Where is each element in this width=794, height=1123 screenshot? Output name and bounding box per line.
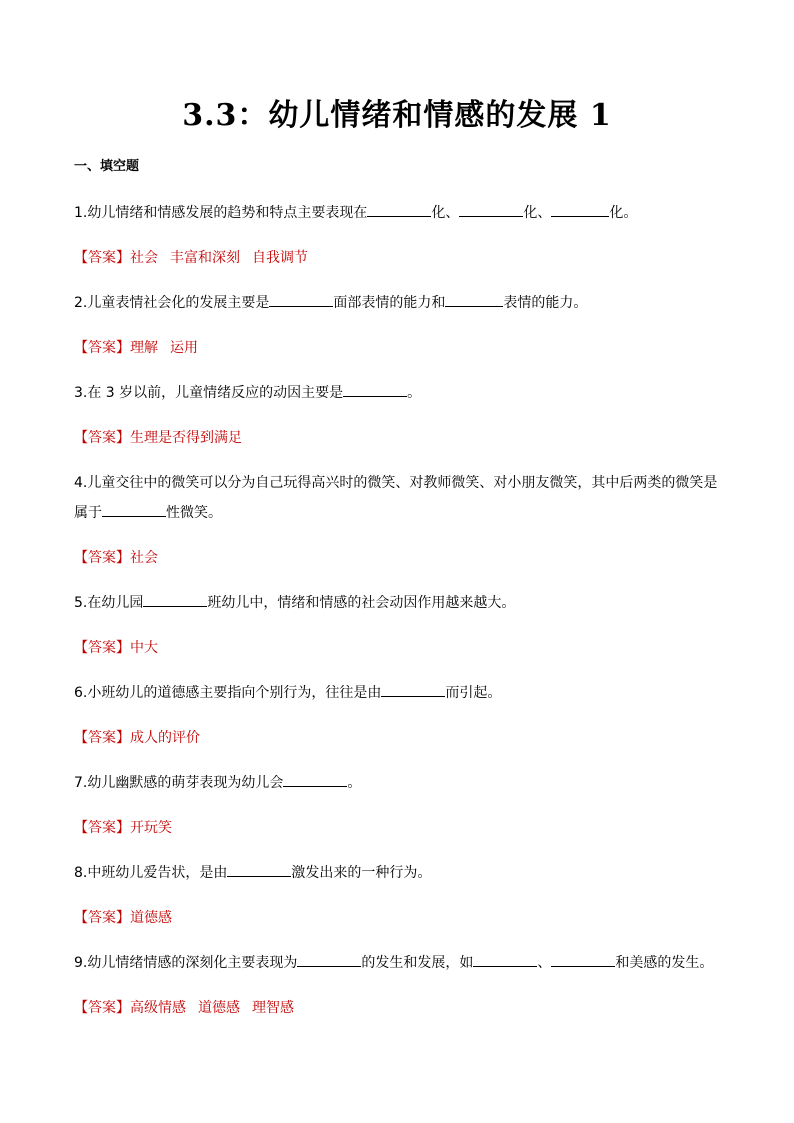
blank: [445, 292, 503, 307]
question-text: 8.中班幼儿爱告状，是由: [74, 865, 228, 881]
answer-item: 成人的评价: [130, 730, 200, 746]
question-text: 9.幼儿情绪情感的深刻化主要表现为: [74, 955, 298, 971]
answer-label: 【答案】: [74, 250, 130, 266]
question-9: [74, 948, 724, 978]
answer-item: 高级情感: [130, 1000, 186, 1016]
answer-label: 【答案】: [74, 730, 130, 746]
answer-item: 道德感: [198, 1000, 240, 1016]
question-text: 5.在幼儿园: [74, 595, 144, 611]
blank: [459, 202, 523, 217]
blank: [102, 502, 166, 517]
blank: [143, 592, 207, 607]
answer-4: [74, 543, 724, 573]
answer-item: 理解: [130, 340, 158, 356]
answer-item: 理智感: [252, 1000, 294, 1016]
question-text: 性微笑。: [166, 505, 222, 521]
page-title: 3.3：幼儿情绪和情感的发展 1: [182, 98, 612, 133]
answer-3: [74, 423, 724, 453]
answer-label: 【答案】: [74, 910, 130, 926]
question-text: 化、: [523, 205, 552, 221]
question-4: [74, 468, 724, 528]
blank: [297, 952, 361, 967]
question-text: 表情的能力。: [503, 295, 588, 311]
answer-7: [74, 813, 724, 843]
blank: [283, 772, 347, 787]
question-text: 和美感的发生。: [615, 955, 714, 971]
answer-item: 自我调节: [252, 250, 308, 266]
question-text: 激发出来的一种行为。: [291, 865, 432, 881]
answer-item: 道德感: [130, 910, 172, 926]
question-list: [74, 198, 724, 1038]
question-text: 班幼儿中，情绪和情感的社会动因作用越来越大。: [207, 595, 516, 611]
blank: [473, 952, 537, 967]
question-text: 的发生和发展，如: [361, 955, 474, 971]
blank: [269, 292, 333, 307]
answer-label: 【答案】: [74, 550, 130, 566]
question-5: [74, 588, 724, 618]
question-8: [74, 858, 724, 888]
question-2: [74, 288, 724, 318]
answer-8: [74, 903, 724, 933]
question-text: 。: [407, 385, 422, 401]
answer-2: [74, 333, 724, 363]
answer-item: 社会: [130, 250, 158, 266]
answer-item: 运用: [170, 340, 198, 356]
answer-item: 中大: [130, 640, 158, 656]
question-text: 属于: [74, 505, 102, 521]
question-text: 化、: [431, 205, 460, 221]
question-3: [74, 378, 724, 408]
answer-label: 【答案】: [74, 340, 130, 356]
question-text: 面部表情的能力和: [333, 295, 446, 311]
answer-item: 生理是否得到满足: [130, 430, 242, 446]
answer-6: [74, 723, 724, 753]
answer-label: 【答案】: [74, 1000, 130, 1016]
blank: [367, 202, 431, 217]
question-text: 、: [537, 955, 552, 971]
answer-label: 【答案】: [74, 820, 130, 836]
question-text: 而引起。: [445, 685, 502, 701]
answer-9: [74, 993, 724, 1023]
question-text: 1.幼儿情绪和情感发展的趋势和特点主要表现在: [74, 205, 368, 221]
question-text: 。: [347, 775, 362, 791]
answer-1: [74, 243, 724, 273]
question-text: 6.小班幼儿的道德感主要指向个别行为，往往是由: [74, 685, 382, 701]
question-text: 4.儿童交往中的微笑可以分为自己玩得高兴时的微笑、对教师微笑、对小朋友微笑，其中后两类的微笑是: [74, 475, 718, 491]
question-7: [74, 768, 724, 798]
section-heading: 一、填空题: [74, 159, 140, 174]
question-text: 7.幼儿幽默感的萌芽表现为幼儿会: [74, 775, 284, 791]
blank: [381, 682, 445, 697]
answer-item: 开玩笑: [130, 820, 172, 836]
answer-label: 【答案】: [74, 640, 130, 656]
answer-5: [74, 633, 724, 663]
question-text: 化。: [609, 205, 638, 221]
question-1: [74, 198, 724, 228]
blank: [551, 202, 609, 217]
blank: [227, 862, 291, 877]
answer-label: 【答案】: [74, 430, 130, 446]
blank: [551, 952, 615, 967]
question-6: [74, 678, 724, 708]
blank: [343, 382, 407, 397]
answer-item: 丰富和深刻: [170, 250, 240, 266]
question-text: 2.儿童表情社会化的发展主要是: [74, 295, 270, 311]
question-text: 3.在 3 岁以前，儿童情绪反应的动因主要是: [74, 385, 344, 401]
answer-item: 社会: [130, 550, 158, 566]
